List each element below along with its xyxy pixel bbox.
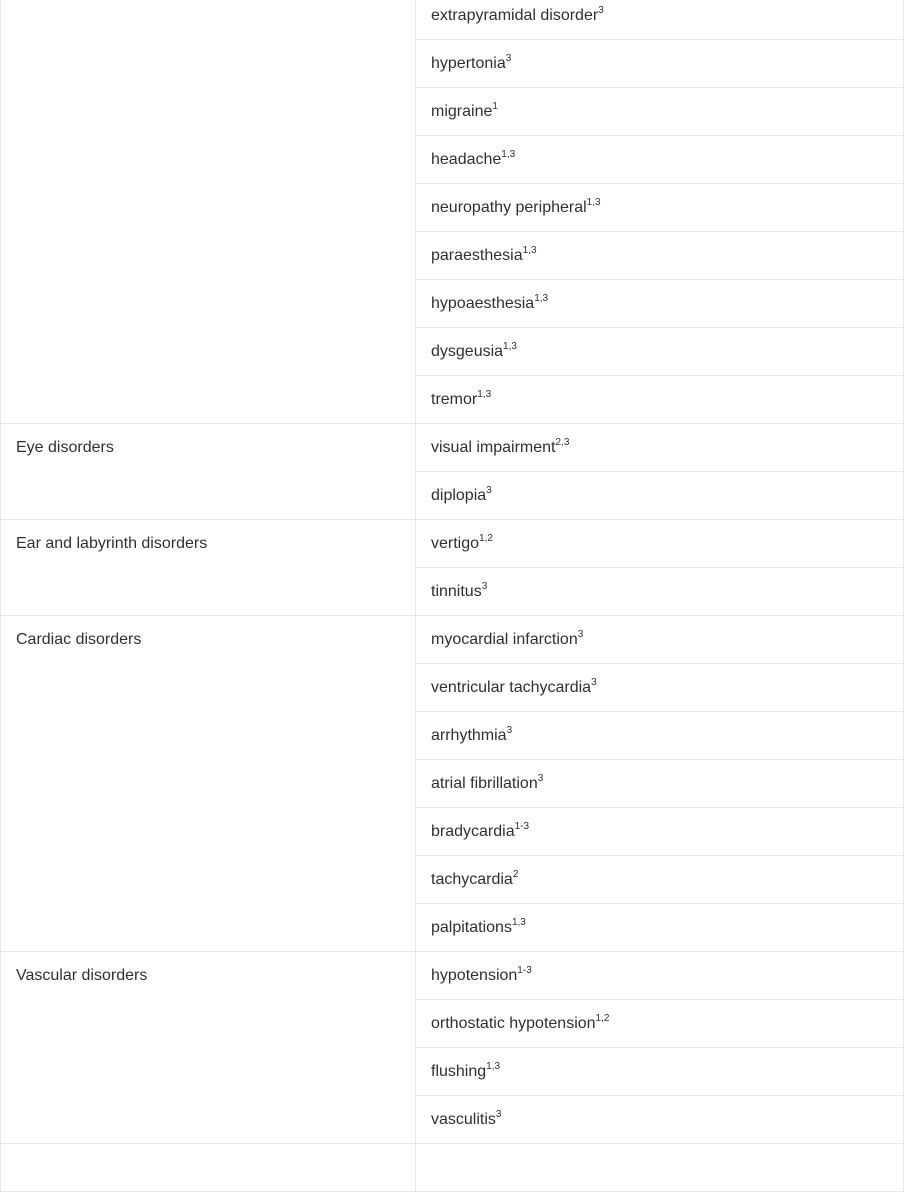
reference-superscript: 3: [591, 676, 597, 688]
reference-superscript: 1,3: [486, 1060, 501, 1072]
table-row: [1, 1144, 904, 1192]
reference-superscript: 1,3: [534, 292, 549, 304]
reference-superscript: 3: [506, 724, 513, 736]
term-label: dysgeusia: [431, 343, 504, 360]
term-label: vertigo: [431, 535, 480, 552]
term-label: tachycardia: [431, 871, 513, 888]
adverse-reaction-cell: [416, 1000, 904, 1048]
term-label: ventricular tachycardia: [431, 679, 592, 696]
reference-superscript: 1,3: [501, 148, 516, 160]
adverse-reaction-cell: [416, 472, 904, 520]
term-label: headache: [431, 151, 502, 168]
term-label: tremor: [431, 391, 478, 408]
term-label: myocardial infarction: [431, 631, 578, 648]
term-label: atrial fibrillation: [431, 775, 538, 792]
term-label: vasculitis: [431, 1111, 496, 1128]
adverse-reaction-cell: [416, 1096, 904, 1144]
reference-superscript: 1-3: [517, 964, 532, 976]
reference-superscript: 3: [495, 1108, 502, 1120]
reference-superscript: 3: [481, 580, 488, 592]
adverse-reaction-cell: [416, 904, 904, 952]
adverse-reaction-cell: [416, 952, 904, 1000]
reference-superscript: 3: [577, 628, 584, 640]
adverse-reaction-cell: [416, 760, 904, 808]
table-row: [1, 520, 904, 568]
term-label: neuropathy peripheral: [431, 199, 587, 216]
adverse-reaction-cell: [416, 40, 904, 88]
reference-superscript: 2: [512, 868, 519, 880]
table-row: [1, 424, 904, 472]
adverse-reaction-cell: [416, 712, 904, 760]
term-label: bradycardia: [431, 823, 515, 840]
table-row: [1, 0, 904, 40]
term-label: extrapyramidal disorder: [431, 7, 599, 24]
term-label: migraine: [431, 103, 493, 120]
adverse-reaction-cell: [416, 664, 904, 712]
term-label: hypotension: [431, 967, 518, 984]
term-label: diplopia: [431, 487, 487, 504]
adverse-reaction-cell: [416, 136, 904, 184]
system-organ-class-cell: [1, 1144, 416, 1192]
adverse-reaction-cell: [416, 88, 904, 136]
system-organ-class-cell: Cardiac disorders: [1, 616, 416, 952]
adverse-reaction-cell: [416, 328, 904, 376]
adverse-reaction-cell: [416, 376, 904, 424]
adverse-reaction-cell: [416, 616, 904, 664]
term-label: hypoaesthesia: [431, 295, 535, 312]
term-label: arrhythmia: [431, 727, 507, 744]
term-label: hypertonia: [431, 55, 506, 72]
adverse-reaction-cell: [416, 184, 904, 232]
adverse-reaction-cell: [416, 232, 904, 280]
reference-superscript: 3: [598, 4, 604, 16]
reference-superscript: 1,3: [522, 244, 537, 256]
system-organ-class-cell: Ear and labyrinth disorders: [1, 520, 416, 616]
adverse-reaction-cell: [416, 520, 904, 568]
term-label: visual impairment: [431, 439, 556, 456]
adverse-reaction-cell: [416, 568, 904, 616]
term-label: orthostatic hypotension: [431, 1015, 596, 1032]
system-organ-class-cell: [1, 0, 416, 424]
reference-superscript: 1,2: [595, 1012, 610, 1024]
reference-superscript: 2,3: [555, 436, 570, 448]
table-row: [1, 952, 904, 1000]
adverse-reaction-cell: [416, 856, 904, 904]
reference-superscript: 1-3: [514, 820, 530, 832]
reference-superscript: 3: [486, 484, 492, 496]
table-row: [1, 616, 904, 664]
reference-superscript: 1,3: [586, 196, 601, 208]
reference-superscript: 1,3: [477, 388, 492, 400]
term-label: tinnitus: [431, 583, 482, 600]
adverse-reaction-cell: [416, 1144, 904, 1192]
system-organ-class-cell: Eye disorders: [1, 424, 416, 520]
adverse-reaction-cell: [416, 424, 904, 472]
term-label: palpitations: [431, 919, 512, 936]
reference-superscript: 1: [492, 100, 498, 112]
adverse-reaction-cell: [416, 280, 904, 328]
system-organ-class-cell: Vascular disorders: [1, 952, 416, 1144]
adverse-reaction-cell: [416, 1048, 904, 1096]
reference-superscript: 3: [505, 52, 512, 64]
term-label: paraesthesia: [431, 247, 523, 264]
reference-superscript: 1,3: [503, 340, 517, 352]
reference-superscript: 1,2: [479, 532, 493, 544]
adverse-reaction-cell: [416, 0, 904, 40]
reference-superscript: 3: [537, 772, 544, 784]
reference-superscript: 1,3: [511, 916, 526, 928]
term-label: flushing: [431, 1063, 487, 1080]
adverse-reaction-cell: [416, 808, 904, 856]
